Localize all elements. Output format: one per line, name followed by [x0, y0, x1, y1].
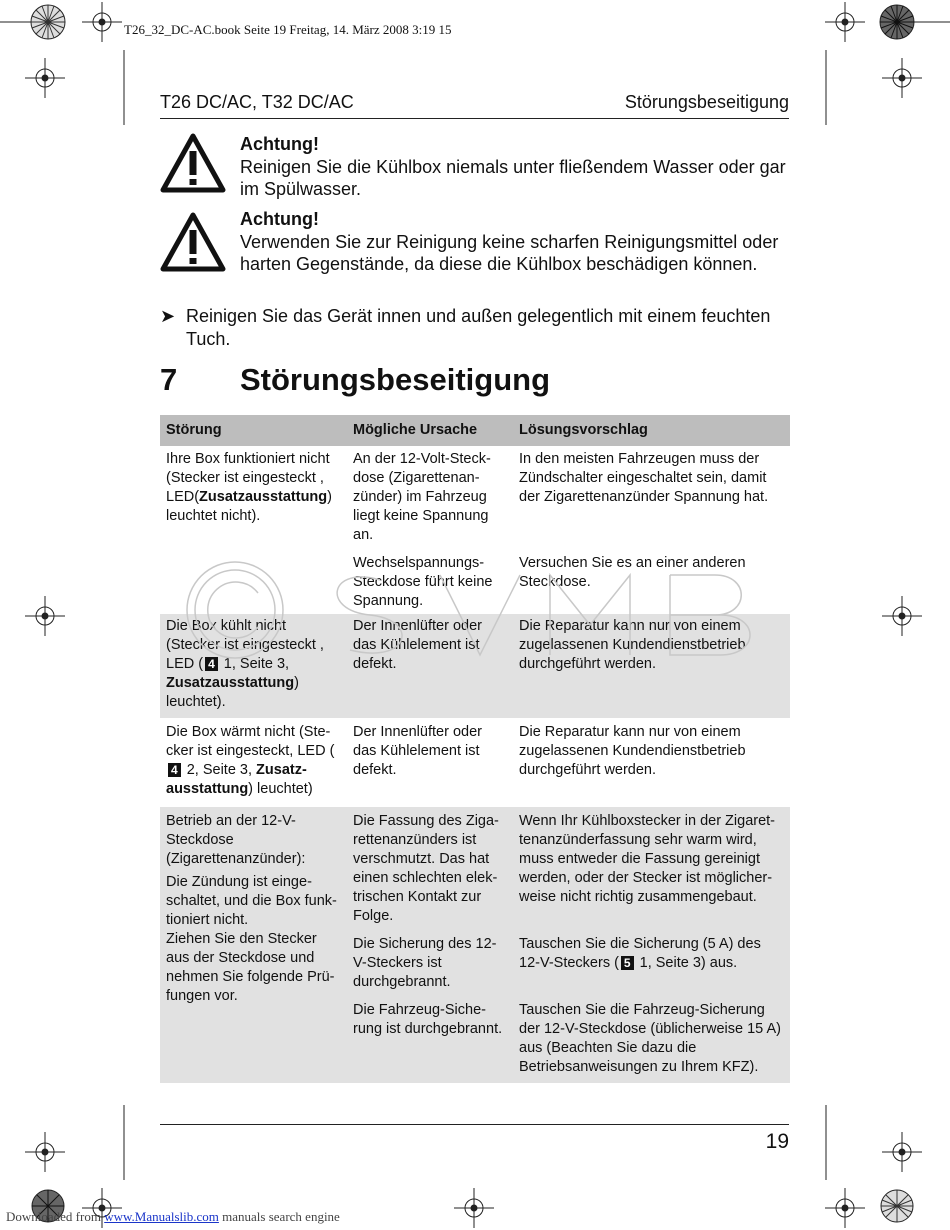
arrow-bullet-icon: ➤	[160, 306, 176, 326]
problem-cell	[160, 807, 347, 1083]
problem-text: ) leuchtet nicht).	[166, 489, 332, 524]
solution-cell: Wenn Ihr Kühlboxstecker in der Zigaret-tenanzünderfassung sehr warm wird, muss entweder die Fassung gereinigt werden, oder der Stecker ist möglicher-weise nicht richtig zusammengebaut.	[513, 807, 790, 929]
warning-body: Reinigen Sie die Kühlbox niemals unter fließendem Wasser oder gar im Spülwasser.	[240, 156, 786, 199]
solution-text: 1, Seite 3) aus.	[635, 955, 738, 971]
problem-text: Betrieb an der 12-V-Steckdose (Zigarettenanzünder):	[166, 813, 306, 867]
solution-cell: Versuchen Sie es an einer anderen Steckdose.	[513, 548, 790, 614]
crosshair-icon	[825, 2, 865, 42]
cause-cell: An der 12-Volt-Steck-dose (Zigarettenan-zünder) im Fahrzeug liegt keine Spannung an.	[347, 446, 513, 548]
rosette-icon	[31, 5, 65, 39]
crosshair-icon	[882, 58, 922, 98]
problem-emphasis: Zusatzausstattung	[166, 675, 295, 691]
column-header-solution: Lösungsvorschlag	[513, 415, 790, 446]
footer-rule	[160, 1124, 789, 1125]
crosshair-icon	[825, 1188, 865, 1228]
warning-title: Achtung!	[240, 209, 319, 229]
problem-emphasis: Zusatzausstattung	[199, 489, 328, 505]
problem-text: Ziehen Sie den Stecker aus der Steckdose und nehmen Sie folgende Prü-fungen vor.	[166, 931, 335, 1004]
download-footer	[6, 1209, 340, 1225]
problem-text: Die Zündung ist einge-schaltet, und die Box funk-tioniert nicht.	[166, 874, 337, 928]
solution-cell: In den meisten Fahrzeugen muss der Zündschalter eingeschaltet sein, damit der Zigarettenanzünder Spannung hat.	[513, 446, 790, 548]
crosshair-icon	[25, 596, 65, 636]
print-info-line: T26_32_DC-AC.book Seite 19 Freitag, 14. März 2008 3:19 15	[124, 22, 452, 37]
crosshair-icon	[454, 1188, 494, 1228]
rosette-icon	[880, 5, 914, 39]
column-header-problem: Störung	[160, 415, 347, 446]
warning-triangle-icon	[160, 212, 226, 272]
solution-cell: Die Reparatur kann nur von einem zugelassenen Kundendienstbetrieb durchgeführt werden.	[513, 718, 790, 807]
cause-cell: Die Sicherung des 12-V-Steckers ist durchgebrannt.	[347, 929, 513, 995]
solution-text: Tauschen Sie die Sicherung (5 A) des 12-V-Steckers (	[519, 936, 761, 971]
troubleshooting-table	[160, 415, 790, 1083]
solution-cell	[513, 929, 790, 995]
problem-text: 1, Seite 3,	[219, 656, 290, 672]
problem-text: ) leuchtet).	[166, 675, 299, 710]
solution-cell: Die Reparatur kann nur von einem zugelassenen Kundendienstbetrieb durchgeführt werden.	[513, 614, 790, 718]
table-row	[160, 446, 790, 548]
table-header-row	[160, 415, 790, 446]
manualslib-link[interactable]: www.Manualslib.com	[104, 1209, 219, 1224]
solution-cell: Tauschen Sie die Fahrzeug-Sicherung der 12-V-Steckdose (üblicherweise 15 A) aus (Beachten Sie dazu die Betriebsanweisungen zu Ihrem KFZ).	[513, 995, 790, 1083]
download-suffix: manuals search engine	[218, 1209, 340, 1224]
cause-cell: Die Fassung des Ziga-rettenanzünders ist verschmutzt. Das hat einen schlechten elek-trischen Kontakt zur Folge.	[347, 807, 513, 929]
warning-text	[240, 133, 792, 201]
cause-cell: Die Fahrzeug-Siche-rung ist durchgebrannt.	[347, 995, 513, 1083]
cause-cell: Der Innenlüfter oder das Kühlelement ist defekt.	[347, 718, 513, 807]
watermark-logo	[180, 555, 780, 675]
figure-key-badge: 4	[205, 657, 218, 671]
table-row	[160, 807, 790, 929]
page-number: 19	[765, 1130, 789, 1153]
crosshair-icon	[82, 2, 122, 42]
warning-title: Achtung!	[240, 134, 319, 154]
cause-cell: Wechselspannungs-Steckdose führt keine Spannung.	[347, 548, 513, 614]
section-number: 7	[160, 362, 178, 397]
figure-key-badge: 5	[621, 956, 634, 970]
crosshair-icon	[882, 596, 922, 636]
crosshair-icon	[882, 1132, 922, 1172]
crosshair-icon	[25, 58, 65, 98]
problem-cell	[160, 718, 347, 807]
problem-text: Die Box wärmt nicht (Ste-cker ist eingesteckt, LED (	[166, 724, 335, 759]
download-prefix: Downloaded from	[6, 1209, 105, 1224]
crosshair-icon	[25, 1132, 65, 1172]
warning-block	[160, 208, 789, 300]
table-row	[160, 718, 790, 807]
warning-triangle-icon	[160, 133, 226, 193]
cause-cell: Der Innenlüfter oder das Kühlelement ist defekt.	[347, 614, 513, 718]
problem-emphasis: Zusatz-ausstattung	[166, 762, 307, 797]
column-header-cause: Mögliche Ursache	[347, 415, 513, 446]
header-product: T26 DC/AC, T32 DC/AC	[160, 92, 354, 112]
header-rule	[160, 118, 789, 119]
problem-text: Die Box kühlt nicht (Stecker ist eingesteckt , LED (	[166, 618, 324, 672]
problem-text: 2, Seite 3,	[182, 762, 257, 778]
problem-text: Ihre Box funktioniert nicht (Stecker ist eingesteckt , LED(	[166, 451, 330, 505]
section-title: Störungsbeseitigung	[240, 362, 550, 397]
rosette-icon	[881, 1190, 913, 1222]
figure-key-badge: 4	[168, 763, 181, 777]
instruction-text: Reinigen Sie das Gerät innen und außen gelegentlich mit einem feuchten Tuch.	[186, 306, 771, 349]
warning-text	[240, 208, 792, 276]
warning-block	[160, 133, 789, 201]
warning-body: Verwenden Sie zur Reinigung keine scharfen Reinigungsmittel oder harten Gegenstände, da diese die Kühlbox beschädigen können.	[240, 231, 779, 274]
header-chapter: Störungsbeseitigung	[624, 92, 789, 112]
problem-text: ) leuchtet)	[248, 781, 313, 797]
